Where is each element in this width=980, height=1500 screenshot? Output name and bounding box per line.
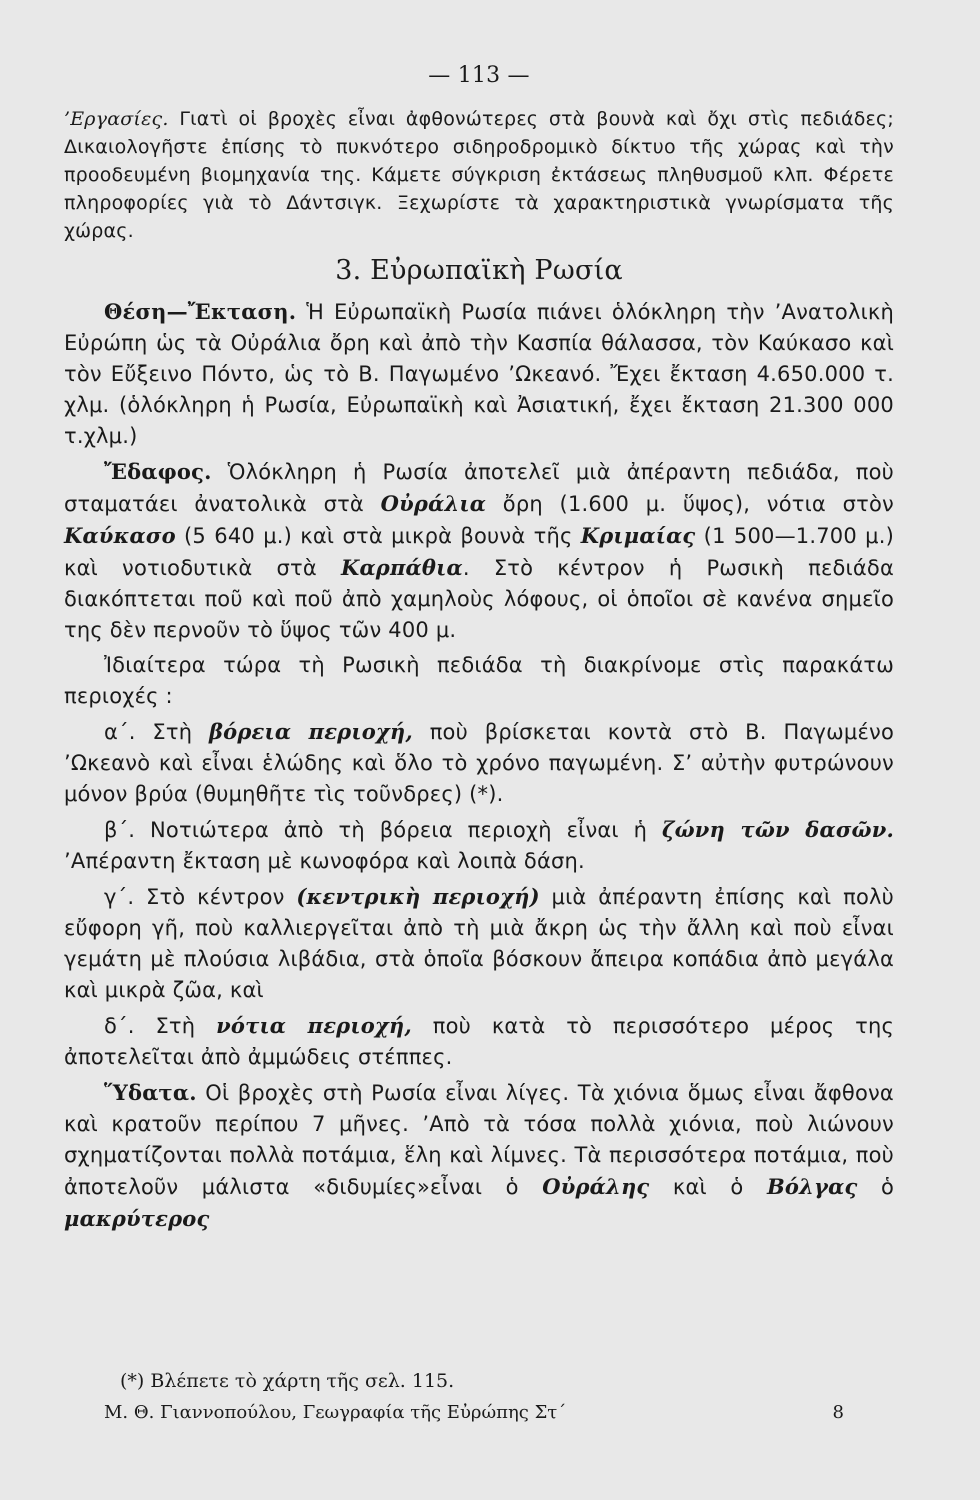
soil-paragraph [64,456,894,646]
printer-signature [104,1402,844,1423]
region-d-text-2: ποὺ κατὰ τὸ περισσότερο μέρος της ἀποτελεῖται ἀπὸ ἀμμώδεις στέππες. [64,1014,894,1069]
soil-keyword-caucasus: Καύκασο [64,523,176,548]
region-b-text-2: ’Απέραντη ἔκταση μὲ κωνοφόρα καὶ λοιπὰ δάση. [64,849,585,873]
soil-keyword-crimea: Κριμαίας [580,523,696,548]
signature-number: 8 [832,1402,844,1423]
region-c-text-2: μιὰ ἀπέραντη ἐπίσης καὶ πολὺ εὔφορη γῆ, ποὺ καλλιεργεῖται ἀπὸ τὴ μιὰ ἄκρη ὡς τὴν ἄλλη καὶ ποὺ εἶναι γεμάτη μὲ πλούσια λιβάδια, στὰ ὁποῖα βόσκουν ἄπειρα κοπάδια ἀπὸ μεγάλα καὶ μικρὰ ζῶα, καὶ [64,885,894,1002]
region-c-text-1: γ΄. Στὸ κέντρον [104,885,297,909]
page-number-header: — 113 — [428,63,530,88]
section-title: 3. Εὐρωπαϊκὴ Ρωσία [335,255,623,286]
exercises-paragraph [64,105,894,245]
region-b-paragraph [64,814,894,877]
exercises-label: ’Εργασίες. [64,108,169,130]
soil-text-2: ὄρη (1.600 μ. ὕψος), νότια στὸν [486,492,894,516]
waters-keyword-longest: μακρύτερος [64,1206,210,1231]
region-d-paragraph [64,1010,894,1073]
page-content [64,60,894,1235]
waters-paragraph [64,1077,894,1235]
waters-keyword-ural: Οὐράλης [542,1174,650,1199]
signature-text: Μ. Θ. Γιαννοπούλου, Γεωγραφία τῆς Εὐρώπης Στ΄ [104,1402,567,1423]
position-paragraph [64,296,894,452]
soil-keyword-carpathians: Καρπάθια [341,555,463,580]
waters-text-2: καὶ ὁ [649,1175,767,1199]
position-label: Θέση—Ἔκταση. [104,299,297,324]
region-b-text-1: β΄. Νοτιώτερα ἀπὸ τὴ βόρεια περιοχὴ εἶναι ἡ [104,818,662,842]
waters-label: Ὕδατα. [104,1080,197,1105]
footnote: (*) Βλέπετε τὸ χάρτη τῆς σελ. 115. [120,1370,455,1392]
waters-text-3: ὁ [857,1175,894,1199]
exercises-text: Γιατὶ οἱ βροχὲς εἶναι ἀφθονώτερες στὰ βουνὰ καὶ ὄχι στὶς πεδιάδες; Δικαιολογῆστε ἐπίσης τὸ πυκνότερο σιδηροδρομικὸ δίκτυο τῆς χώρας καὶ τὴν προοδευμένη βιομηχανία της. Κάμετε σύγκριση ἐκτάσεως πληθυσμοῦ κλπ. Φέρετε πληροφορίες γιὰ τὸ Δάντσιγκ. Ξεχωρίστε τὰ χαρακτηριστικὰ γνωρίσματα τῆς χώρας. [64,108,894,242]
position-text: Ἡ Εὐρωπαϊκὴ Ρωσία πιάνει ὁλόκληρη τὴν ’Ανατολικὴ Εὐρώπη ὡς τὰ Οὐράλια ὄρη καὶ ἀπὸ τὴν Κασπία θάλασσα, τὸν Καύκασο καὶ τὸν Εὔξεινο Πόντο, ὡς τὸ Β. Παγωμένο ’Ωκεανό. Ἔχει ἔκταση 4.650.000 τ. χλμ. (ὁλόκληρη ἡ Ρωσία, Εὐρωπαϊκὴ καὶ Ἀσιατική, ἔχει ἔκταση 21.300 000 τ.χλμ.) [64,300,894,448]
region-c-paragraph [64,881,894,1006]
region-c-keyword: (κεντρικὴ περιοχή) [296,884,540,909]
soil-keyword-urals: Οὐράλια [380,491,487,516]
soil-text-5: . Στὸ κέντρον ἡ Ρωσικὴ πεδιάδα διακόπτεται ποῦ καὶ ποῦ ἀπὸ χαμηλοὺς λόφους, οἱ ὁποῖοι σὲ κανένα σημεῖο της δὲν περνοῦν τὸ ὕψος τῶν 400 μ. [64,556,894,642]
region-d-keyword: νότια περιοχή, [216,1013,412,1038]
region-d-text-1: δ΄. Στὴ [104,1014,217,1038]
region-a-text-2: ποὺ βρίσκεται κοντὰ στὸ Β. Παγωμένο ’Ωκεανὸ καὶ εἶναι ἑλώδης καὶ ὅλο τὸ χρόνο παγωμένη. Σ’ αὐτὴν φυτρώνουν μόνον βρύα (θυμηθῆτε τὶς τοῦνδρες) (*). [64,720,894,806]
region-b-keyword: ζώνη τῶν δασῶν. [661,817,894,842]
soil-text-1: Ὁλόκληρη ἡ Ρωσία ἀποτελεῖ μιὰ ἀπέραντη πεδιάδα, ποὺ σταματάει ἀνατολικὰ στὰ [64,460,894,516]
waters-keyword-volga: Βόλγας [766,1174,858,1199]
regions-intro-paragraph: Ἰδιαίτερα τώρα τὴ Ρωσικὴ πεδιάδα τὴ διακρίνομε στὶς παρακάτω περιοχές : [64,653,894,708]
region-a-paragraph [64,716,894,810]
region-a-text-1: α΄. Στὴ [104,720,210,744]
soil-text-3: (5 640 μ.) καὶ στὰ μικρὰ βουνὰ τῆς [175,524,581,548]
waters-text-1: Οἱ βροχὲς στὴ Ρωσία εἶναι λίγες. Τὰ χιόνια ὅμως εἶναι ἄφθονα καὶ κρατοῦν περίπου 7 μῆνες. ’Απὸ τὰ τόσα πολλὰ χιόνια, ποὺ λιώνουν σχηματίζονται πολλὰ ποτάμια, ἕλη καὶ λίμνες. Τὰ περισσότερα ποτάμια, ποὺ ἀποτελοῦν μάλιστα «διδυμίες»εἶναι ὁ [64,1081,894,1199]
soil-label: Ἔδαφος. [104,459,212,484]
soil-text-4: (1 500—1.700 μ.) καὶ νοτιοδυτικὰ στὰ [64,524,894,580]
region-a-keyword: βόρεια περιοχή, [209,719,413,744]
